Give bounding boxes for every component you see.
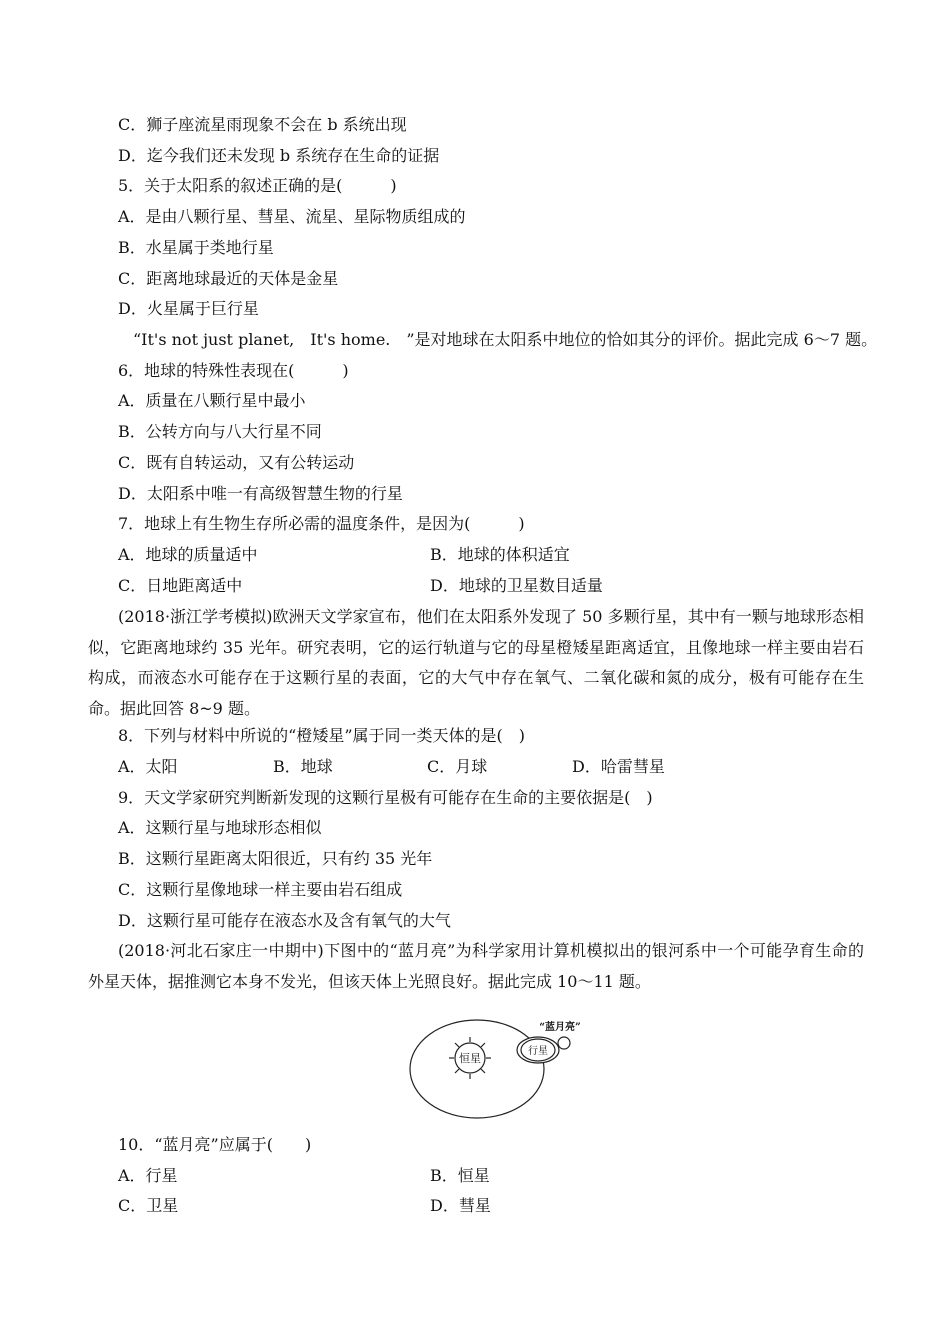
q4-option-c: C．狮子座流星雨现象不会在 b 系统出现	[118, 115, 407, 134]
q6-option-d: D．太阳系中唯一有高级智慧生物的行星	[118, 484, 403, 503]
q8-option-c: C．月球	[427, 757, 488, 776]
q6-option-c: C．既有自转运动，又有公转运动	[118, 453, 355, 472]
q4-option-d: D．迄今我们还未发现 b 系统存在生命的证据	[118, 146, 440, 165]
planet-label: 行星	[528, 1046, 548, 1057]
q10-option-b: B．恒星	[430, 1166, 490, 1185]
orbit-diagram-svg	[405, 1010, 595, 1120]
q7-option-d: D．地球的卫星数目适量	[430, 576, 603, 595]
q8-option-b: B．地球	[273, 757, 333, 776]
q5-option-b: B．水星属于类地行星	[118, 238, 274, 257]
q10-option-d: D．彗星	[430, 1196, 491, 1215]
q9-option-a: A．这颗行星与地球形态相似	[118, 818, 322, 837]
q5-option-a: A．是由八颗行星、彗星、流星、星际物质组成的	[118, 207, 466, 226]
q9-option-c: C．这颗行星像地球一样主要由岩石组成	[118, 880, 403, 899]
q9-option-d: D．这颗行星可能存在液态水及含有氧气的大气	[118, 911, 451, 930]
q8-stem: 8．下列与材料中所说的“橙矮星”属于同一类天体的是( )	[118, 726, 526, 745]
q7-option-c: C．日地距离适中	[118, 576, 243, 595]
orbit-diagram	[405, 1010, 595, 1120]
q8-option-a: A．太阳	[118, 757, 178, 776]
q6-option-b: B．公转方向与八大行星不同	[118, 422, 322, 441]
material-10-11: (2018·河北石家庄一中期中)下图中的“蓝月亮”为科学家用计算机模拟出的银河系中一个可能孕育生命的外星天体，据推测它本身不发光，但该天体上光照良好。据此完成 10～11 题。	[88, 941, 864, 991]
q9-stem: 9．天文学家研究判断新发现的这颗行星极有可能存在生命的主要依据是( )	[118, 788, 653, 807]
q5-stem: 5．关于太阳系的叙述正确的是( )	[118, 176, 397, 195]
q10-option-a: A．行星	[118, 1166, 178, 1185]
q9-option-b: B．这颗行星距离太阳很近，只有约 35 光年	[118, 849, 433, 868]
blue-moon-label: “蓝月亮”	[539, 1022, 581, 1033]
q10-stem: 10．“蓝月亮”应属于( )	[118, 1135, 312, 1154]
q7-stem: 7．地球上有生物生存所必需的温度条件，是因为( )	[118, 514, 525, 533]
q7-option-b: B．地球的体积适宜	[430, 545, 570, 564]
q8-option-d: D．哈雷彗星	[572, 757, 665, 776]
q7-option-a: A．地球的质量适中	[118, 545, 258, 564]
q5-option-d: D．火星属于巨行星	[118, 299, 259, 318]
q6-option-a: A．质量在八颗行星中最小	[118, 391, 306, 410]
q10-option-c: C．卫星	[118, 1196, 179, 1215]
star-label: 恒星	[459, 1052, 481, 1065]
blue-moon-icon	[558, 1037, 570, 1049]
intro-6-7: “It's not just planet, It's home. ”是对地球在太阳系中地位的恰如其分的评价。据此完成 6～7 题。	[133, 330, 878, 349]
q6-stem: 6．地球的特殊性表现在( )	[118, 361, 349, 380]
q5-option-c: C．距离地球最近的天体是金星	[118, 269, 339, 288]
material-8-9: (2018·浙江学考模拟)欧洲天文学家宣布，他们在太阳系外发现了 50 多颗行星，其中有一颗与地球形态相似，它距离地球约 35 光年。研究表明，它的运行轨道与它的母星橙矮星距离适宜，且像地球一样主要由岩石构成，而液态水可能存在于这颗行星的表面，它的大气中存在氧气、二氧化碳和氮的成分，极有可能存在生命。据此回答 8~9 题。	[88, 607, 864, 719]
